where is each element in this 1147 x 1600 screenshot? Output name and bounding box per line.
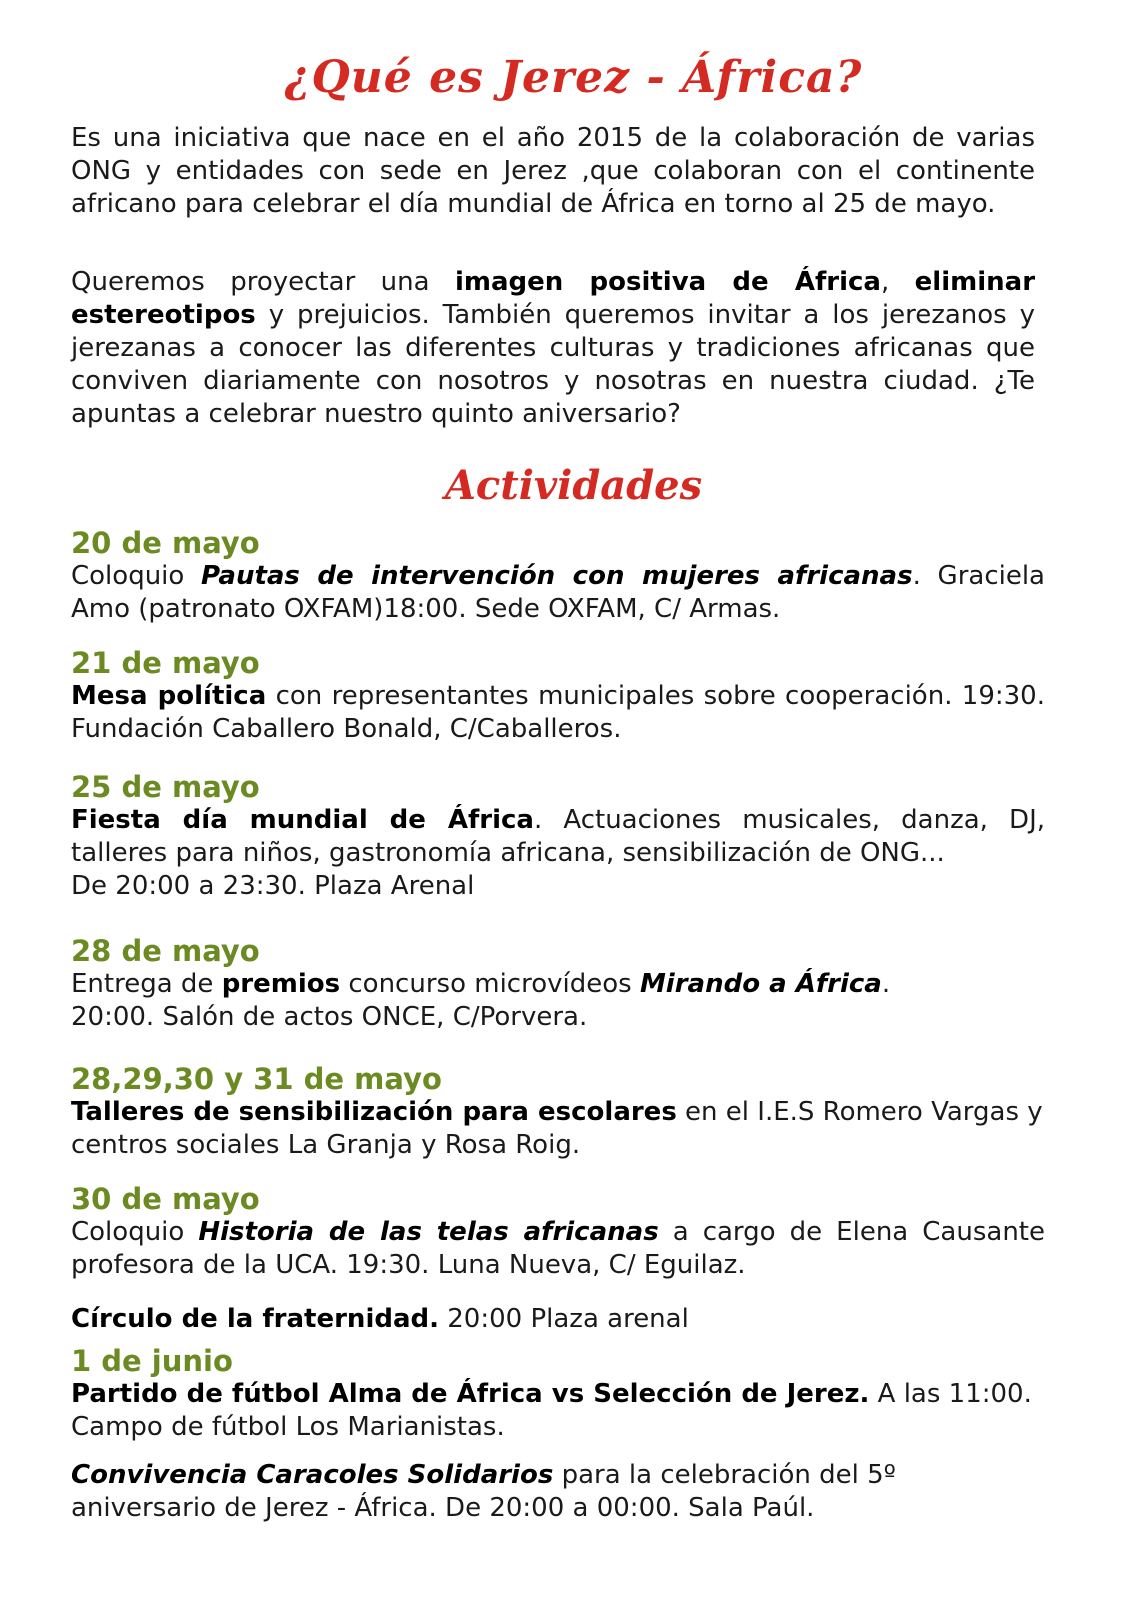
activity-item	[71, 1062, 1045, 1162]
activity-description: Entrega de premios concurso microvídeos Mirando a África.	[71, 969, 891, 999]
activity-date: 28 de mayo	[71, 934, 260, 968]
activity-item	[71, 1303, 1045, 1336]
activity-item	[71, 526, 1045, 626]
activity-schedule: De 20:00 a 23:30. Plaza Arenal	[71, 871, 475, 901]
intro-paragraph-2: Queremos proyectar una imagen positiva de África, eliminar estereotipos y prejuicios. También queremos invitar a los jerezanos y jerezanas a conocer las diferentes culturas y tradiciones africanas que conviven diariamente con nosotros y nosotras en nuestra ciudad. ¿Te apuntas a celebrar nuestro quinto aniversario?	[71, 267, 1036, 429]
activity-description: Fiesta día mundial de África. Actuaciones musicales, danza, DJ, talleres para niños, gastronomía africana, sensibilización de ONG...	[71, 805, 1046, 868]
activity-schedule: 20:00. Salón de actos ONCE, C/Porvera.	[71, 1002, 588, 1032]
activity-item	[71, 770, 1045, 903]
activity-description: Talleres de sensibilización para escolares en el I.E.S Romero Vargas y centros sociales La Granja y Rosa Roig.	[71, 1097, 1043, 1160]
activities-title: Actividades	[444, 462, 703, 509]
activity-description: Círculo de la fraternidad. 20:00 Plaza arenal	[71, 1304, 689, 1334]
activity-item	[71, 1459, 1045, 1525]
activity-description: Coloquio Pautas de intervención con mujeres africanas. Graciela Amo (patronato OXFAM)18:00. Sede OXFAM, C/ Armas.	[71, 561, 1045, 624]
activity-description: Convivencia Caracoles Solidarios para la celebración del 5º	[71, 1460, 896, 1490]
activity-item	[71, 1344, 1045, 1444]
activity-schedule: aniversario de Jerez - África. De 20:00 a 00:00. Sala Paúl.	[71, 1493, 815, 1523]
activity-date: 30 de mayo	[71, 1182, 260, 1216]
activity-date: 1 de junio	[71, 1344, 233, 1378]
activity-item	[71, 934, 1045, 1034]
activity-item	[71, 1182, 1045, 1282]
activity-date: 25 de mayo	[71, 770, 260, 804]
activity-description: Partido de fútbol Alma de África vs Selección de Jerez. A las 11:00.	[71, 1379, 1032, 1409]
activity-description: Mesa política con representantes municipales sobre cooperación. 19:30. Fundación Caballero Bonald, C/Caballeros.	[71, 681, 1045, 744]
activity-date: 21 de mayo	[71, 646, 260, 680]
activity-date: 28,29,30 y 31 de mayo	[71, 1062, 442, 1096]
intro-paragraph-1: Es una iniciativa que nace en el año 2015 de la colaboración de varias ONG y entidades con sede en Jerez ,que colaboran con el continente africano para celebrar el día mundial de África en torno al 25 de mayo.	[71, 123, 1035, 219]
activity-date: 20 de mayo	[71, 526, 260, 560]
page-title: ¿Qué es Jerez - África?	[284, 52, 863, 103]
activity-schedule: Campo de fútbol Los Marianistas.	[71, 1412, 505, 1442]
activity-item	[71, 646, 1045, 746]
activity-description: Coloquio Historia de las telas africanas a cargo de Elena Causante profesora de la UCA. 19:30. Luna Nueva, C/ Eguilaz.	[71, 1217, 1045, 1280]
